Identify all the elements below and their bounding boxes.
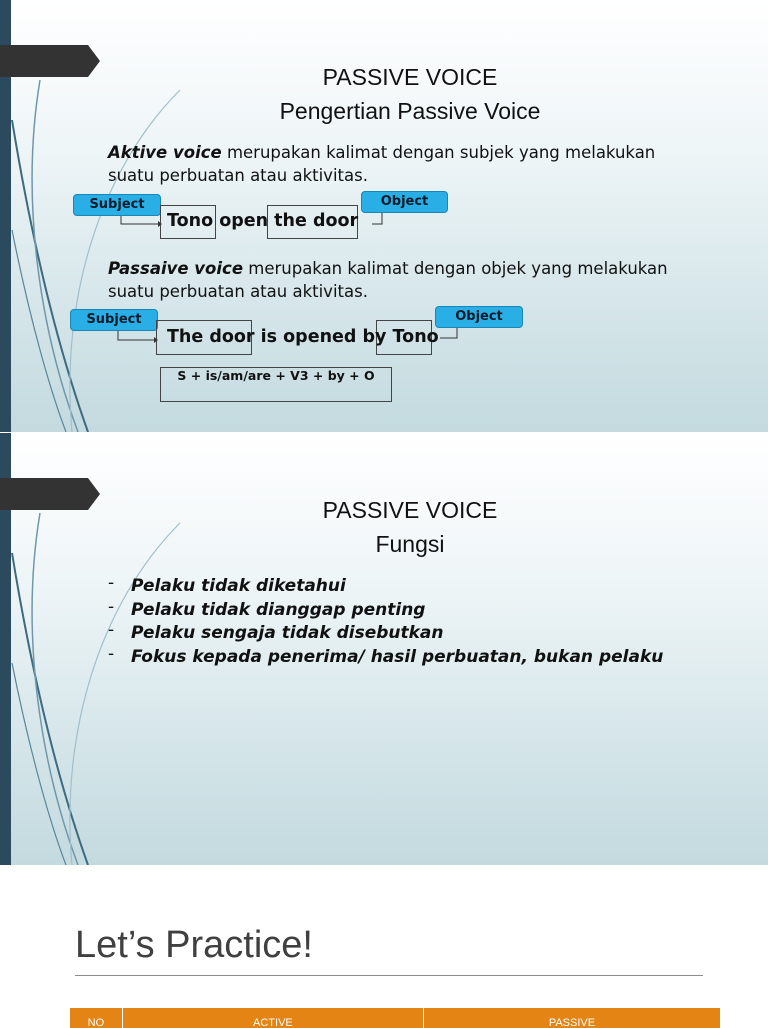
practice-table-header (70, 1008, 720, 1028)
slide-title: PASSIVE VOICE (322, 64, 498, 90)
list-item: - Pelaku tidak diketahui (108, 573, 346, 596)
object-tag: Object (361, 191, 448, 213)
passive-voice-text: merupakan kalimat dengan objek yang melakukan suatu perbuatan atau aktivitas. (108, 259, 668, 301)
slide-fungsi (0, 433, 768, 865)
slide-title: PASSIVE VOICE (322, 497, 498, 523)
bullet-dash: - (108, 573, 115, 593)
passive-voice-term: Passaive voice (108, 259, 244, 278)
passive-formula-box: S + is/am/are + V3 + by + O (160, 367, 392, 402)
active-example-sentence: Tono open the door (167, 211, 359, 231)
slide-subtitle: Pengertian Passive Voice (279, 98, 541, 124)
list-item: - Fokus kepada penerima/ hasil perbuatan, bukan pelaku (108, 643, 664, 667)
slide-subtitle: Fungsi (375, 531, 445, 557)
subject-tag: Subject (70, 309, 158, 331)
bullet-dash: - (108, 620, 115, 640)
function-list (108, 575, 668, 669)
column-header-passive: PASSIVE (548, 1017, 596, 1028)
list-item: - Pelaku sengaja tidak disebutkan (108, 620, 444, 643)
title-underline (75, 975, 703, 976)
slide-practice (0, 866, 768, 1028)
list-item: - Pelaku tidak dianggap penting (108, 596, 426, 620)
subject-tag: Subject (73, 194, 161, 216)
active-voice-text: merupakan kalimat dengan subjek yang melakukan suatu perbuatan atau aktivitas. (108, 143, 656, 185)
column-header-active: ACTIVE (123, 1008, 424, 1028)
active-voice-term: Aktive voice (108, 143, 222, 162)
column-header-no: NO (70, 1008, 123, 1028)
slide-pengertian (0, 0, 768, 432)
slide-title: Let’s Practice! (75, 924, 313, 966)
passive-example-sentence: The door is opened by Tono (167, 327, 439, 347)
bullet-dash: - (108, 596, 115, 617)
bullet-dash: - (108, 643, 115, 664)
slide-tab-marker (0, 478, 100, 510)
passive-voice-definition (108, 257, 668, 303)
object-tag: Object (435, 306, 523, 328)
